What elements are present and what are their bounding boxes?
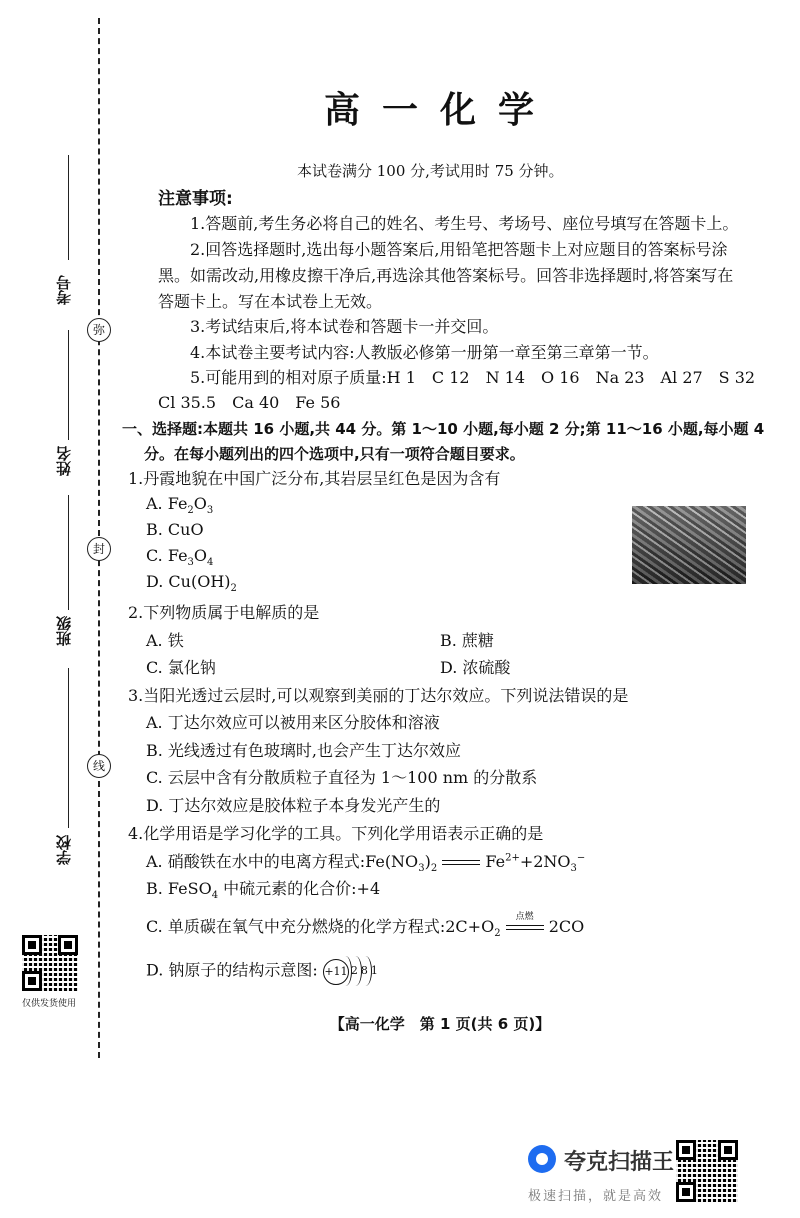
section-heading-line-1: 一、选择题:本题共 16 小题,共 44 分。第 1～10 小题,每小题 2 分;第 11～16 小题,每小题 4 (122, 420, 765, 438)
q4-option-b: B. FeSO$_4$ 中硫元素的化合价:+4 (146, 879, 381, 902)
q1-option-b: B. CuO (146, 520, 204, 539)
q1-option-a: A. $Fe_2O_3$ (146, 494, 214, 517)
note-5-line-2: Cl 35.5 Ca 40 Fe 56 (158, 393, 341, 412)
q4-option-d: D. 钠原子的结构示意图: +11 2 8 1 (146, 956, 383, 986)
scanner-logo-icon (528, 1145, 556, 1173)
school-label: 学校 (55, 835, 73, 865)
reaction-arrow (506, 911, 544, 935)
school-underline (68, 668, 69, 828)
notes-heading: 注意事项: (158, 189, 233, 209)
note-5-line-1: 5.可能用到的相对原子质量:H 1 C 12 N 14 O 16 Na 23 Al 27 S 32 (190, 368, 756, 387)
page-footer: 【高一化学 第 1 页(共 6 页)】 (329, 1015, 551, 1033)
danxia-landform-photo (632, 506, 746, 584)
q2-option-c: C. 氯化钠 (146, 658, 216, 677)
section-heading-line-2: 分。在每小题列出的四个选项中,只有一项符合题目要求。 (144, 445, 525, 463)
class-underline (68, 495, 69, 610)
note-4: 4.本试卷主要考试内容:人教版必修第一册第一章至第三章第一节。 (190, 343, 659, 362)
note-2-line-3: 答题卡上。写在本试卷上无效。 (158, 292, 383, 311)
q3-option-a: A. 丁达尔效应可以被用来区分胶体和溶液 (146, 713, 440, 732)
name-label: 姓名 (55, 446, 73, 476)
scanner-brand: 夸克扫描王 (564, 1150, 675, 1175)
page-title: 高一化学 (323, 90, 556, 131)
electron-shell-1: 2 (350, 964, 358, 977)
q3-option-c: C. 云层中含有分散质粒子直径为 1～100 nm 的分散系 (146, 768, 538, 787)
q1-stem: 1.丹霞地貌在中国广泛分布,其岩层呈红色是因为含有 (128, 469, 501, 488)
class-label: 班级 (55, 616, 73, 646)
q4-stem: 4.化学用语是学习化学的工具。下列化学用语表示正确的是 (128, 824, 544, 843)
q1-option-c: C. $Fe_3O_4$ (146, 546, 214, 569)
electron-shell-3: 1 (370, 964, 378, 977)
q2-stem: 2.下列物质属于电解质的是 (128, 603, 320, 622)
q1-option-d: D. $Cu(OH)_2$ (146, 572, 237, 595)
exam-no-label: 考号 (55, 275, 73, 305)
q4-option-c: C. 单质碳在氧气中充分燃烧的化学方程式$:2C+O_2$ 点燃 2CO (146, 914, 584, 939)
seal-mark-2: 封 (87, 537, 111, 561)
exam-no-underline (68, 155, 69, 260)
reaction-condition: 点燃 (515, 911, 534, 922)
name-underline (68, 330, 69, 440)
electron-shell-2: 8 (360, 964, 368, 977)
qr-caption: 仅供发货使用 (22, 999, 77, 1009)
note-2-line-1: 2.回答选择题时,选出每小题答案后,用铅笔把答题卡上对应题目的答案标号涂 (190, 240, 728, 259)
note-3: 3.考试结束后,将本试卷和答题卡一并交回。 (190, 317, 499, 336)
q3-option-b: B. 光线透过有色玻璃时,也会产生丁达尔效应 (146, 741, 462, 760)
q4-option-a: A. 硝酸铁在水中的电离方程式$:Fe(NO_3)_2$ $Fe^{2+}+2NO_3^-$ (146, 852, 586, 875)
scanner-slogan: 极速扫描，就是高效 (528, 1189, 664, 1204)
shipping-qr-code (22, 935, 78, 991)
q2-option-d: D. 浓硫酸 (440, 658, 511, 677)
exam-info: 本试卷满分 100 分,考试用时 75 分钟。 (297, 162, 564, 180)
seal-mark-3: 线 (87, 754, 111, 778)
atom-nucleus: +11 (323, 959, 349, 985)
equals-arrow (442, 856, 480, 870)
q3-stem: 3.当阳光透过云层时,可以观察到美丽的丁达尔效应。下列说法错误的是 (128, 686, 629, 705)
q3-option-d: D. 丁达尔效应是胶体粒子本身发光产生的 (146, 796, 441, 815)
sodium-atom-diagram (323, 956, 383, 986)
q2-option-a: A. 铁 (146, 631, 184, 650)
note-1: 1.答题前,考生务必将自己的姓名、考生号、考场号、座位号填写在答题卡上。 (190, 214, 739, 233)
seal-mark-1: 弥 (87, 318, 111, 342)
scanner-qr-code (676, 1140, 738, 1202)
note-2-line-2: 黑。如需改动,用橡皮擦干净后,再选涂其他答案标号。回答非选择题时,将答案写在 (158, 266, 734, 285)
q2-option-b: B. 蔗糖 (440, 631, 494, 650)
